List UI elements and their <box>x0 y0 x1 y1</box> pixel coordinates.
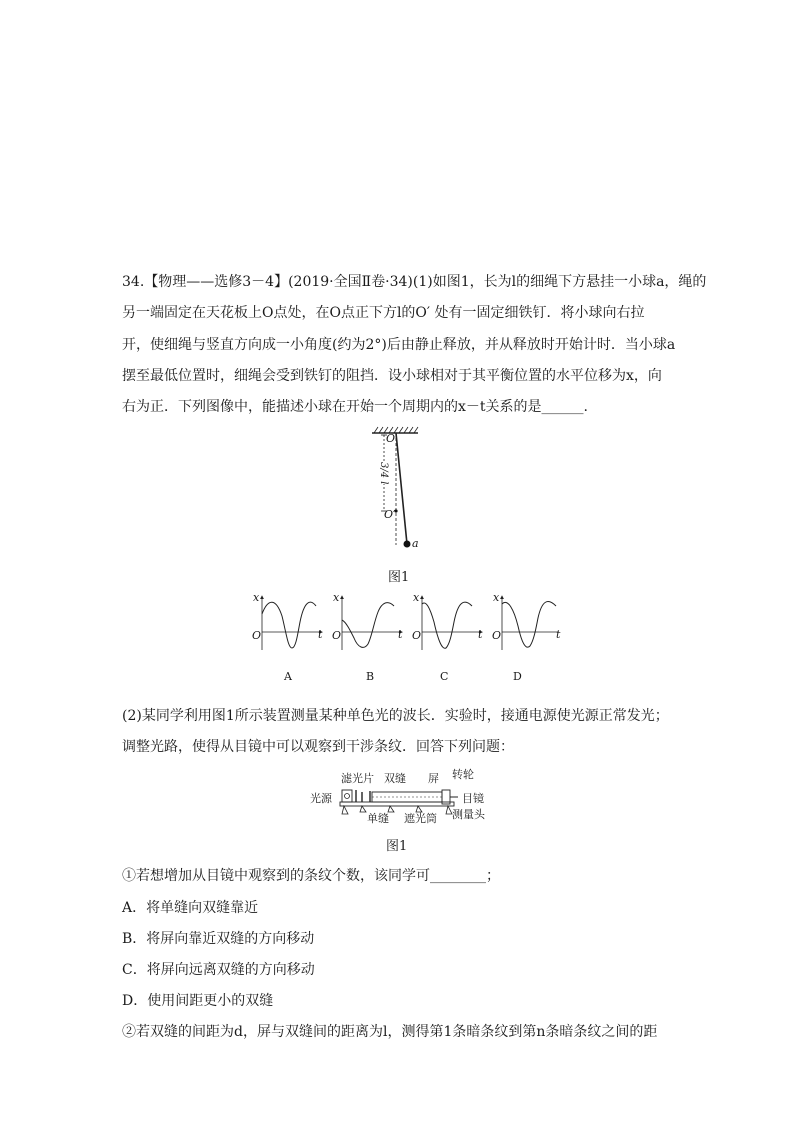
label-filter: 滤光片 <box>341 772 374 785</box>
origin-a: O <box>252 629 262 642</box>
axis-x-b: x <box>333 591 340 604</box>
label-double-slit: 双缝 <box>384 772 406 785</box>
label-O: O <box>386 432 396 445</box>
q1-option-c: C．将屏向远离双缝的方向移动 <box>122 962 315 978</box>
option-label-d: D <box>513 670 522 683</box>
part2-line-1: (2)某同学利用图1所示装置测量某种单色光的波长．实验时，接通电源使光源正常发光； <box>122 708 669 724</box>
pendulum-figure <box>360 425 450 555</box>
option-label-b: B <box>366 670 375 683</box>
axis-x-a: x <box>253 591 260 604</box>
q1-option-a: A．将单缝向双缝靠近 <box>122 900 259 916</box>
question-line-3: 开，使细绳与竖直方向成一小角度(约为2°)后由静止释放，并从释放时开始计时．当小球a <box>122 337 676 353</box>
label-single-slit: 单缝 <box>367 812 389 825</box>
label-length: 3/4 l <box>378 462 389 485</box>
label-tube: 遮光筒 <box>404 812 437 825</box>
q1-option-b: B．将屏向靠近双缝的方向移动 <box>122 931 315 947</box>
question-line-5: 右为正．下列图像中，能描述小球在开始一个周期内的x－t关系的是______. <box>122 399 588 415</box>
axis-x-c: x <box>413 591 420 604</box>
axis-t-b: t <box>398 628 403 641</box>
label-ball: a <box>412 537 419 550</box>
option-label-c: C <box>440 670 449 683</box>
label-measure-head: 测量头 <box>452 808 485 821</box>
question-line-4: 摆至最低位置时，细绳会受到铁钉的阻挡．设小球相对于其平衡位置的水平位移为x，向 <box>122 368 662 384</box>
axis-t-a: t <box>318 628 323 641</box>
label-O-prime: O′ <box>384 508 396 521</box>
axis-t-c: t <box>478 628 483 641</box>
question-line-2: 另一端固定在天花板上O点处，在O点正下方l的O′ 处有一固定细铁钉．将小球向右拉 <box>122 305 645 321</box>
origin-c: O <box>412 629 422 642</box>
label-wheel: 转轮 <box>452 768 474 781</box>
q1-stem: ①若想增加从目镜中观察到的条纹个数，该同学可________； <box>122 868 500 884</box>
question-line-1: 34.【物理——选修3－4】(2019·全国Ⅱ卷·34)(1)如图1，长为l的细绳下方悬挂一小球a，绳的 <box>122 274 707 290</box>
graph-c <box>422 596 482 650</box>
graph-d <box>502 596 561 650</box>
label-eyepiece: 目镜 <box>462 792 484 805</box>
figure1-caption: 图1 <box>388 570 410 585</box>
axis-x-d: x <box>493 591 500 604</box>
option-label-a: A <box>284 670 292 683</box>
part2-line-2: 调整光路，使得从目镜中可以观察到干涉条纹．回答下列问题： <box>122 739 514 755</box>
graph-a <box>262 596 322 650</box>
graph-b <box>342 596 402 650</box>
label-screen: 屏 <box>428 772 439 785</box>
q1-option-d: D．使用间距更小的双缝 <box>122 993 274 1009</box>
origin-d: O <box>492 629 502 642</box>
axis-t-d: t <box>556 628 561 641</box>
origin-b: O <box>332 629 342 642</box>
q2-stem: ②若双缝的间距为d，屏与双缝间的距离为l，测得第1条暗条纹到第n条暗条纹之间的距 <box>122 1024 658 1040</box>
label-light-source: 光源 <box>310 792 332 805</box>
graph-options <box>248 592 561 652</box>
ball-icon <box>404 541 411 548</box>
figure2-caption: 图1 <box>386 839 408 854</box>
